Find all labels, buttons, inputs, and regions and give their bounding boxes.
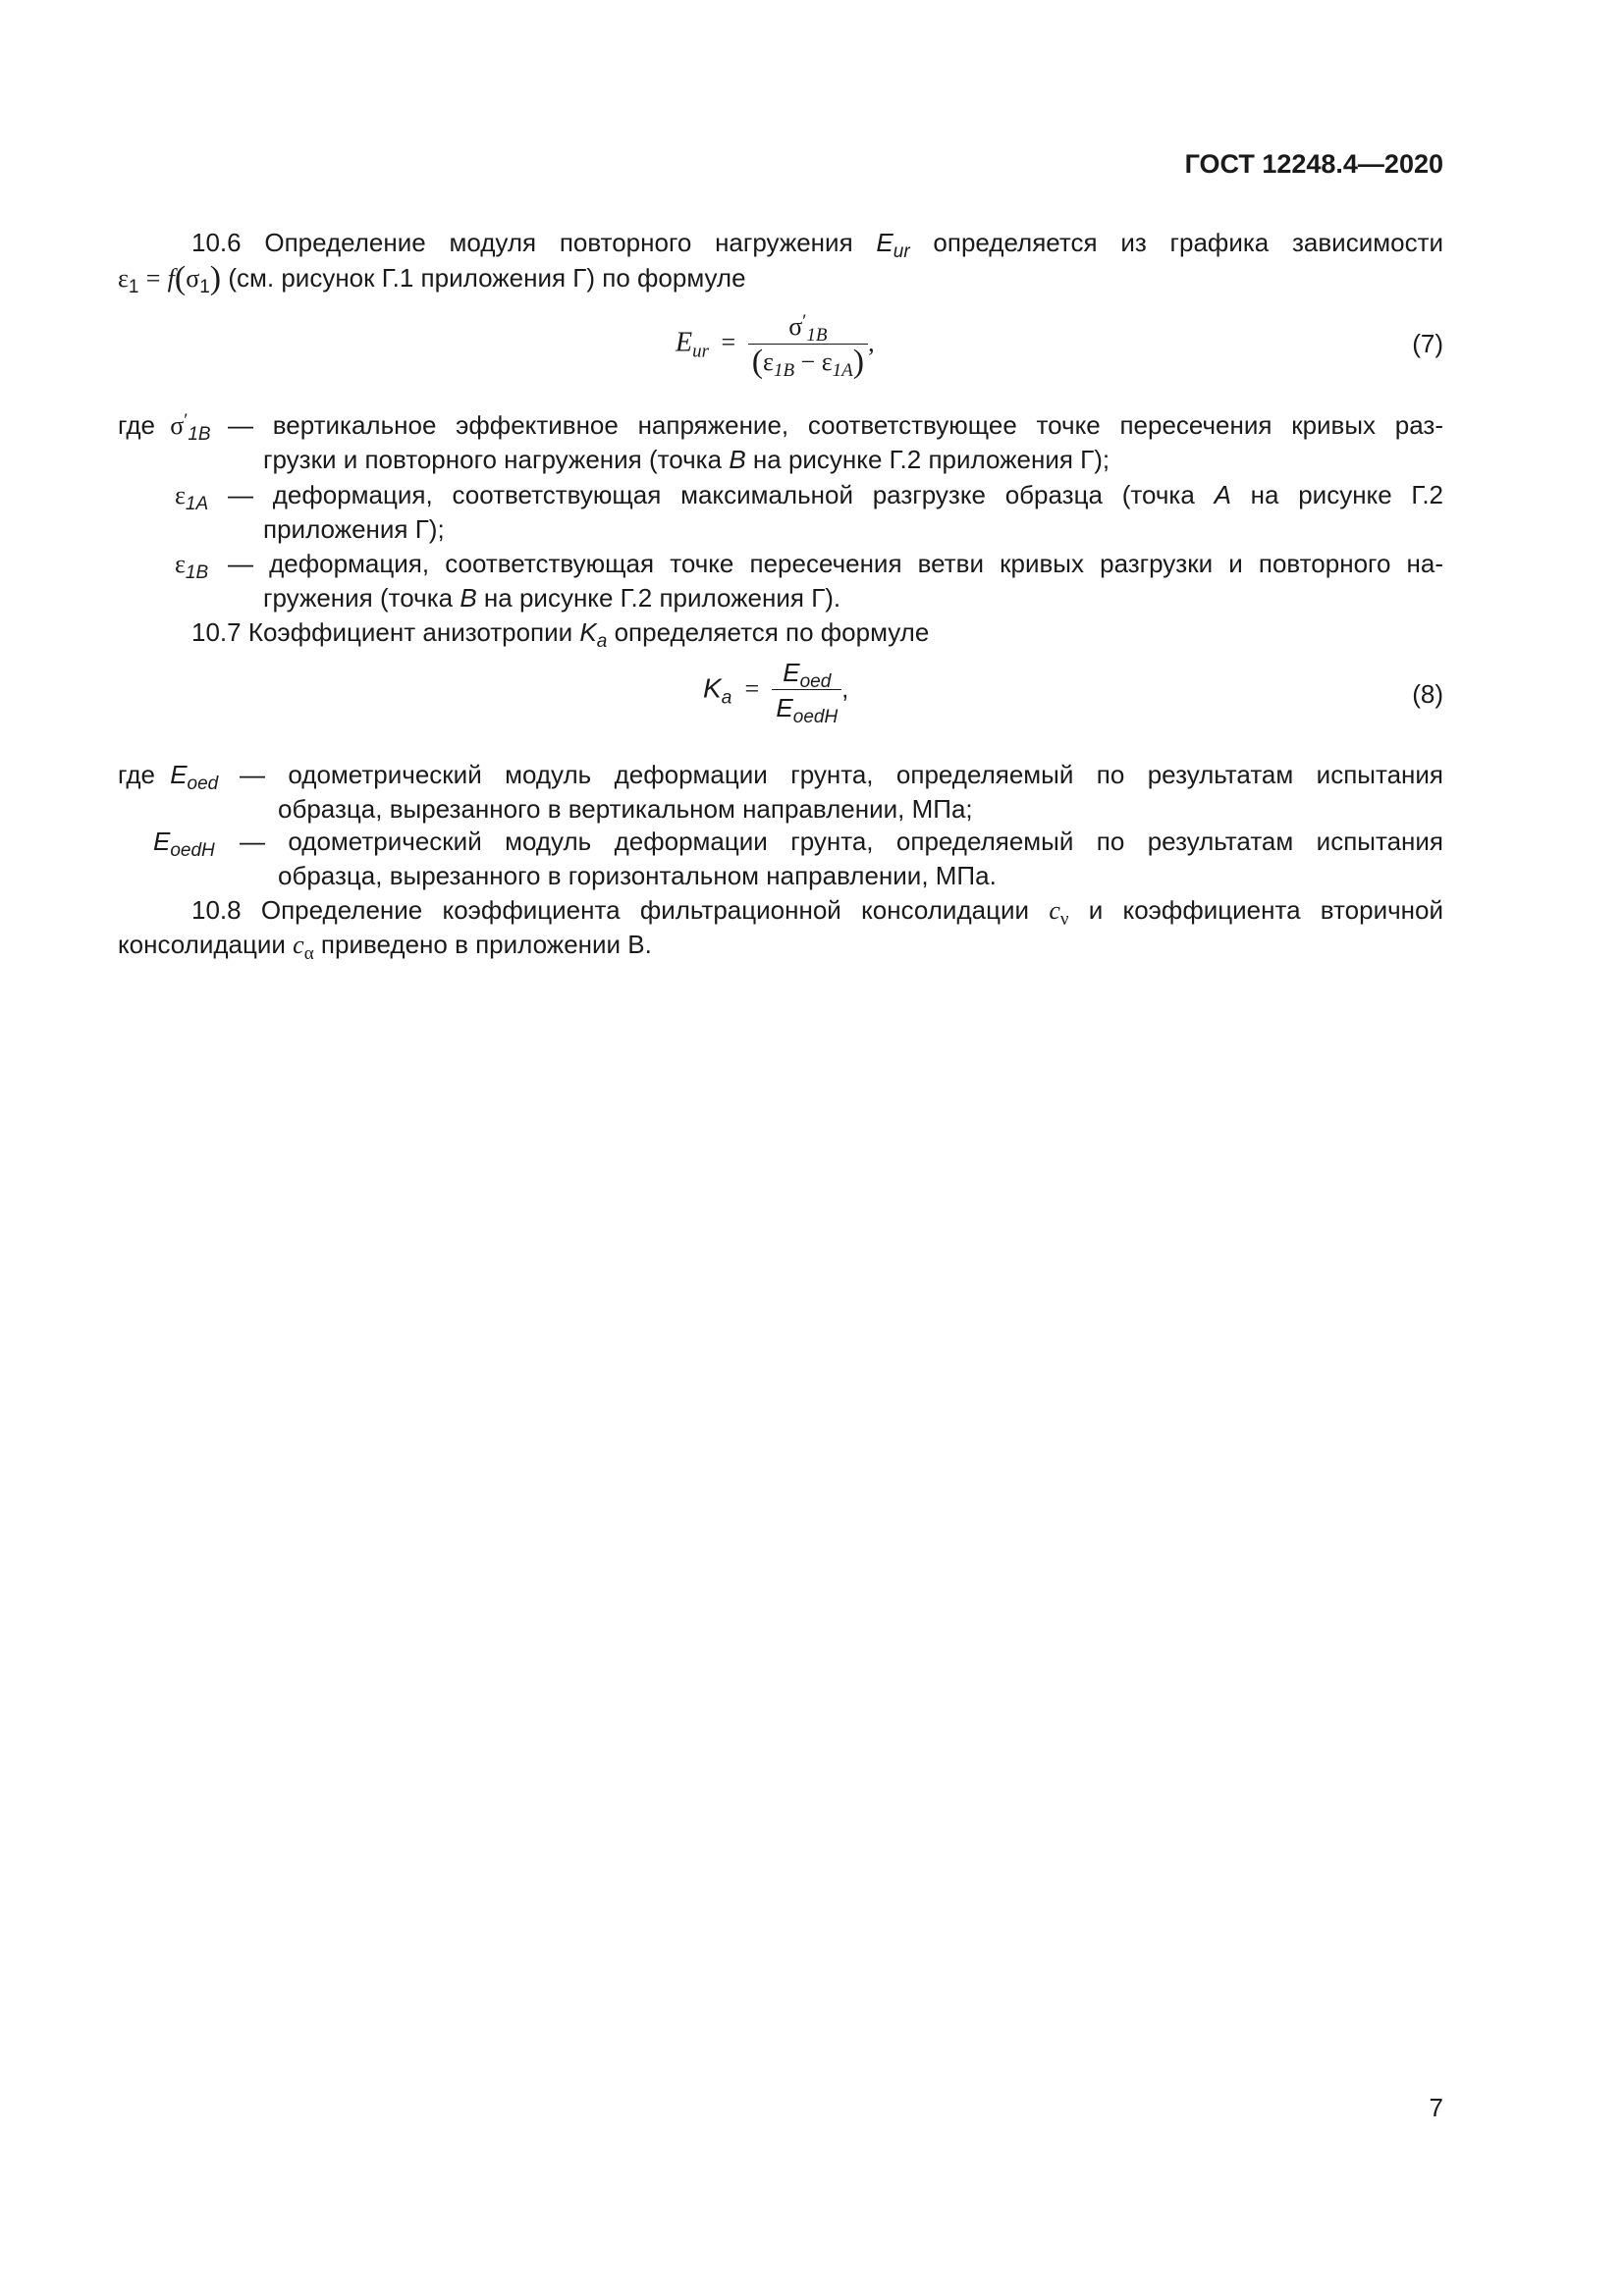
d3-line2-a: гружения (точка [263, 583, 454, 613]
d2-sub: oedH [170, 840, 215, 861]
f8-comma: , [841, 673, 849, 704]
paren-close: ) [209, 260, 222, 296]
d1-line2-b: на рисунке Г.2 приложения Г); [752, 445, 1110, 474]
where8-d2-line1: — одометрический модуль деформации грунта, определяемый по результатам испытания [240, 827, 1443, 856]
p108-line2-a: консолидации [118, 930, 286, 959]
d2-line1-A: A [1214, 480, 1231, 509]
equation-number-8: (8) [1412, 679, 1443, 709]
f7-den-eps1: ε [763, 347, 774, 376]
f8-denominator [772, 690, 841, 727]
f8-den-E: E [776, 693, 793, 722]
where7-d1-line2 [263, 443, 1110, 477]
d1-line2-a: грузки и повторного нагружения (точка [263, 445, 723, 474]
where7-d1-line1: — вертикальное эффективное напряжение, соответствующее точке пересечения кривых раз- [228, 410, 1443, 440]
d2-sub: 1A [185, 494, 209, 514]
f8-lhs-K: K [703, 672, 722, 704]
symbol-E: E [876, 228, 893, 257]
f7-num-prime: ′ [802, 311, 807, 332]
where7-d3-line1: — деформация, соответствующая точке пересечения ветви кривых разгрузки и повторного на- [228, 549, 1443, 578]
d1-prime: ′ [184, 410, 189, 431]
d3-line2-B: B [460, 583, 477, 613]
f7-fraction [748, 311, 868, 381]
where7-d3-symbol [175, 547, 208, 581]
d2-E: E [153, 827, 171, 856]
d3-line2-b: на рисунке Г.2 приложения Г). [483, 583, 841, 613]
f7-comma: , [868, 328, 875, 357]
symbol-a-sub: a [596, 631, 608, 652]
p106-line2-rest: (см. рисунок Г.1 приложения Г) по формуле [228, 263, 746, 293]
equals-sign: = [145, 264, 161, 293]
f8-num-E: E [783, 658, 800, 687]
where7-d3-line2 [263, 581, 840, 615]
where8-d1-line2: образца, вырезанного в вертикальном направлении, МПа; [278, 794, 973, 824]
symbol-ur-sub: ur [893, 241, 910, 262]
paragraph-10-8-line-2 [118, 928, 1443, 962]
symbol-sigma: σ [186, 264, 200, 293]
f8-fraction [772, 658, 841, 727]
f7-equals: = [721, 328, 736, 357]
p108-lead: 10.8 Определение коэффициента фильтрационной консолидации [191, 895, 1030, 925]
sub-1: 1 [199, 277, 210, 297]
f7-den-eps2: ε [821, 347, 833, 376]
f8-equals: = [744, 674, 760, 704]
paragraph-10-8-line-1 [118, 893, 1443, 928]
d2-line1-a: — деформация, соответствующая максимальной разгрузке образца (точка [228, 480, 1195, 509]
p106-lead: 10.6 Определение модуля повторного нагружения [191, 228, 853, 257]
where7-d2-line1 [228, 478, 1443, 512]
p108-mid: и коэффициента вторичной [1088, 895, 1443, 925]
f7-den-sub1: 1B [773, 360, 795, 381]
f7-num-sigma: σ [788, 312, 803, 341]
p106-tail: определяется из графика зависимости [933, 228, 1443, 257]
paren-close: ) [852, 344, 865, 380]
where8-d1-line1: — одометрический модуль деформации грунта, определяемый по результатам испытания [240, 760, 1443, 789]
paren-open: ( [174, 260, 187, 296]
f7-numerator [748, 312, 868, 345]
f7-lhs-sub: ur [692, 341, 710, 362]
equation-number-7: (7) [1412, 329, 1443, 358]
symbol-c: c [1049, 896, 1060, 925]
f7-lhs-E: E [676, 327, 693, 358]
d1-sub: oed [187, 774, 219, 794]
paren-open: ( [751, 344, 764, 380]
formula-7 [676, 311, 875, 381]
p107-lead: 10.7 Коэффициент анизотропии [191, 617, 573, 647]
f7-den-sub2: 1A [832, 360, 853, 381]
paragraph-10-7 [191, 615, 929, 650]
page-number: 7 [1429, 2093, 1443, 2122]
gde-label: где [118, 760, 155, 789]
d3-sub: 1B [185, 562, 209, 583]
where7-d2-line2: приложения Г); [263, 514, 445, 544]
symbol-nu-sub: ν [1059, 909, 1069, 930]
p108-line2-b: приведено в приложении В. [320, 930, 652, 959]
d1-E: E [170, 760, 188, 789]
symbol-c: c [293, 931, 304, 959]
d1-sub: 1B [188, 424, 211, 445]
p107-tail: определяется по формуле [614, 617, 930, 647]
where7-gde [118, 408, 211, 443]
paragraph-10-6-line-1 [118, 226, 1443, 260]
symbol-epsilon: ε [118, 264, 129, 293]
f8-den-sub: oedH [792, 707, 839, 727]
symbol-K: K [579, 617, 597, 647]
gde-label: где [118, 410, 155, 440]
where8-d2-symbol [153, 825, 215, 859]
f8-lhs-sub: a [721, 687, 732, 709]
d2-line1-b: на рисунке Г.2 [1250, 480, 1444, 509]
d3-eps: ε [175, 550, 186, 578]
where8-gde [118, 758, 218, 792]
d1-sigma: σ [170, 411, 185, 440]
formula-8 [703, 658, 849, 727]
where8-d2-line2: образца, вырезанного в горизонтальном направлении, МПа. [278, 861, 997, 890]
sub-1: 1 [128, 277, 139, 297]
symbol-f: f [167, 264, 175, 293]
d1-line2-B: B [729, 445, 746, 474]
f7-num-sub: 1B [806, 325, 828, 346]
f7-denominator [748, 344, 868, 381]
symbol-alpha-sub: α [303, 943, 314, 964]
f8-num-sub: oed [799, 671, 832, 692]
d2-eps: ε [175, 481, 186, 509]
document-number-header: ГОСТ 12248.4—2020 [1184, 149, 1443, 179]
paragraph-10-6-line-2 [118, 261, 1443, 295]
where7-d2-symbol [175, 478, 208, 512]
f8-numerator [772, 658, 841, 690]
f7-minus: − [800, 347, 816, 376]
